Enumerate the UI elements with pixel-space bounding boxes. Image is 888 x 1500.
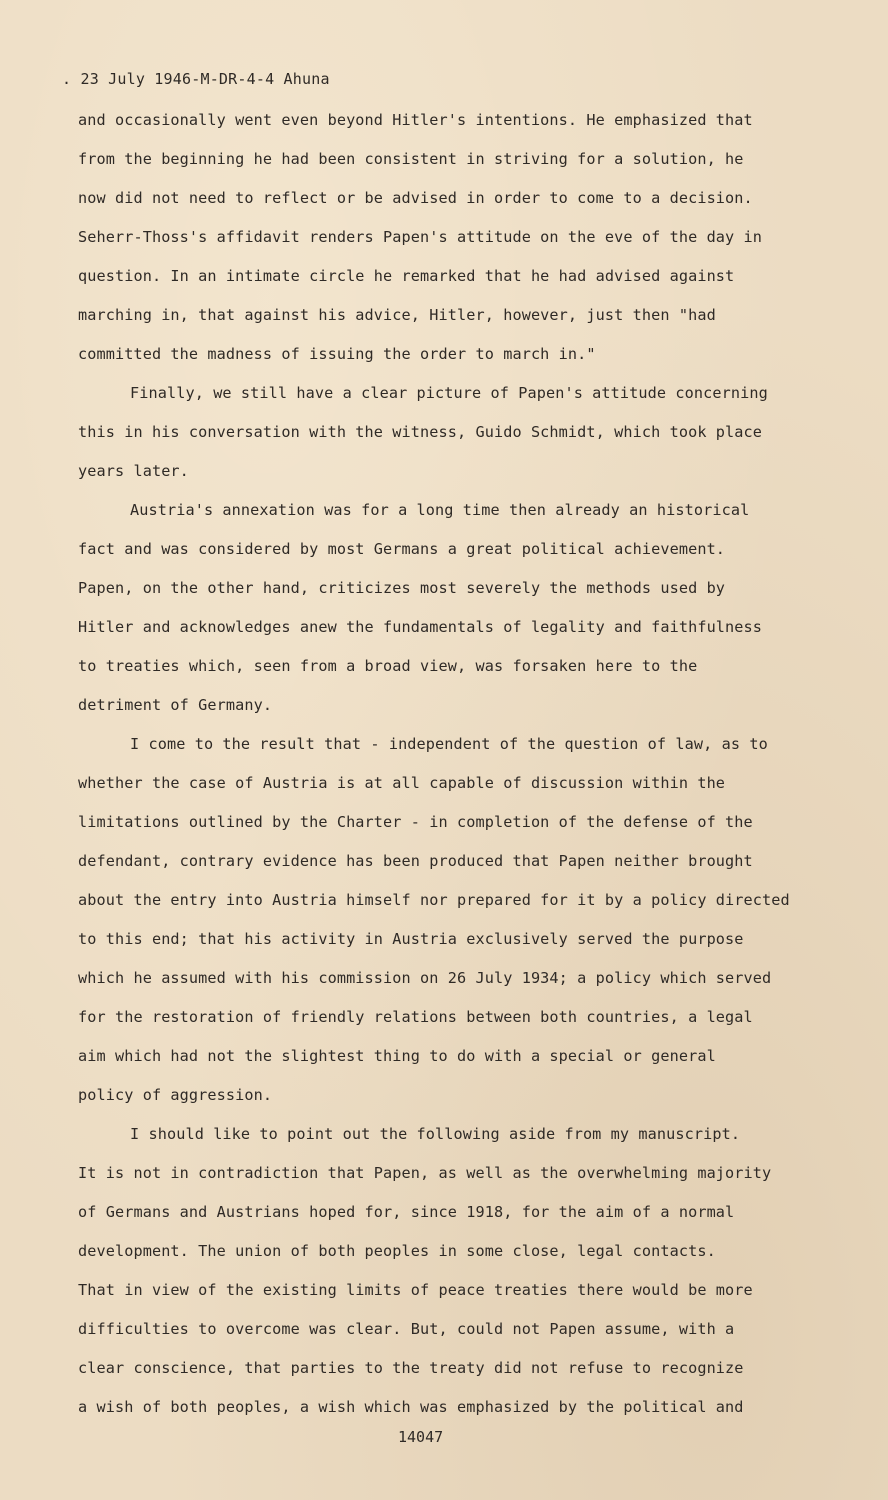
text-line: from the beginning he had been consistent in striving for a solution, he: [78, 150, 744, 168]
text-line: That in view of the existing limits of peace treaties there would be more: [78, 1281, 753, 1299]
text-line: limitations outlined by the Charter - in completion of the defense of the: [78, 813, 753, 831]
text-line: which he assumed with his commission on 26 July 1934; a policy which served: [78, 969, 772, 987]
text-line: whether the case of Austria is at all capable of discussion within the: [78, 774, 726, 792]
document-header: . 23 July 1946-M-DR-4-4 Ahuna: [62, 70, 330, 88]
text-line: a wish of both peoples, a wish which was emphasized by the political and: [78, 1398, 744, 1416]
text-line: fact and was considered by most Germans a great political achievement.: [78, 540, 726, 558]
text-line: difficulties to overcome was clear. But, could not Papen assume, with a: [78, 1320, 735, 1338]
text-line: development. The union of both peoples in some close, legal contacts.: [78, 1242, 716, 1260]
paragraph-start-line: Finally, we still have a clear picture of Papen's attitude concerning: [130, 384, 768, 402]
text-line: It is not in contradiction that Papen, as well as the overwhelming majority: [78, 1164, 772, 1182]
text-line: years later.: [78, 462, 189, 480]
text-line: clear conscience, that parties to the treaty did not refuse to recognize: [78, 1359, 744, 1377]
paragraph-start-line: I come to the result that - independent of the question of law, as to: [130, 735, 768, 753]
text-line: for the restoration of friendly relations between both countries, a legal: [78, 1008, 753, 1026]
paragraph-start-line: Austria's annexation was for a long time then already an historical: [130, 501, 750, 519]
text-line: marching in, that against his advice, Hitler, however, just then "had: [78, 306, 716, 324]
text-line: Hitler and acknowledges anew the fundamentals of legality and faithfulness: [78, 618, 763, 636]
text-line: to treaties which, seen from a broad view, was forsaken here to the: [78, 657, 698, 675]
text-line: detriment of Germany.: [78, 696, 273, 714]
text-line: and occasionally went even beyond Hitler's intentions. He emphasized that: [78, 111, 753, 129]
document-body: [78, 105, 838, 1431]
text-line: this in his conversation with the witness, Guido Schmidt, which took place: [78, 423, 763, 441]
text-line: policy of aggression.: [78, 1086, 273, 1104]
text-line: Seherr-Thoss's affidavit renders Papen's attitude on the eve of the day in: [78, 228, 763, 246]
paragraph-start-line: I should like to point out the following aside from my manuscript.: [130, 1125, 741, 1143]
text-line: of Germans and Austrians hoped for, since 1918, for the aim of a normal: [78, 1203, 735, 1221]
text-line: question. In an intimate circle he remarked that he had advised against: [78, 267, 735, 285]
page-number: 14047: [398, 1428, 444, 1446]
text-line: about the entry into Austria himself nor prepared for it by a policy directed: [78, 891, 790, 909]
text-line: committed the madness of issuing the order to march in.": [78, 345, 596, 363]
text-line: Papen, on the other hand, criticizes most severely the methods used by: [78, 579, 726, 597]
text-line: to this end; that his activity in Austria exclusively served the purpose: [78, 930, 744, 948]
text-line: now did not need to reflect or be advised in order to come to a decision.: [78, 189, 753, 207]
text-line: aim which had not the slightest thing to do with a special or general: [78, 1047, 716, 1065]
text-line: defendant, contrary evidence has been produced that Papen neither brought: [78, 852, 753, 870]
